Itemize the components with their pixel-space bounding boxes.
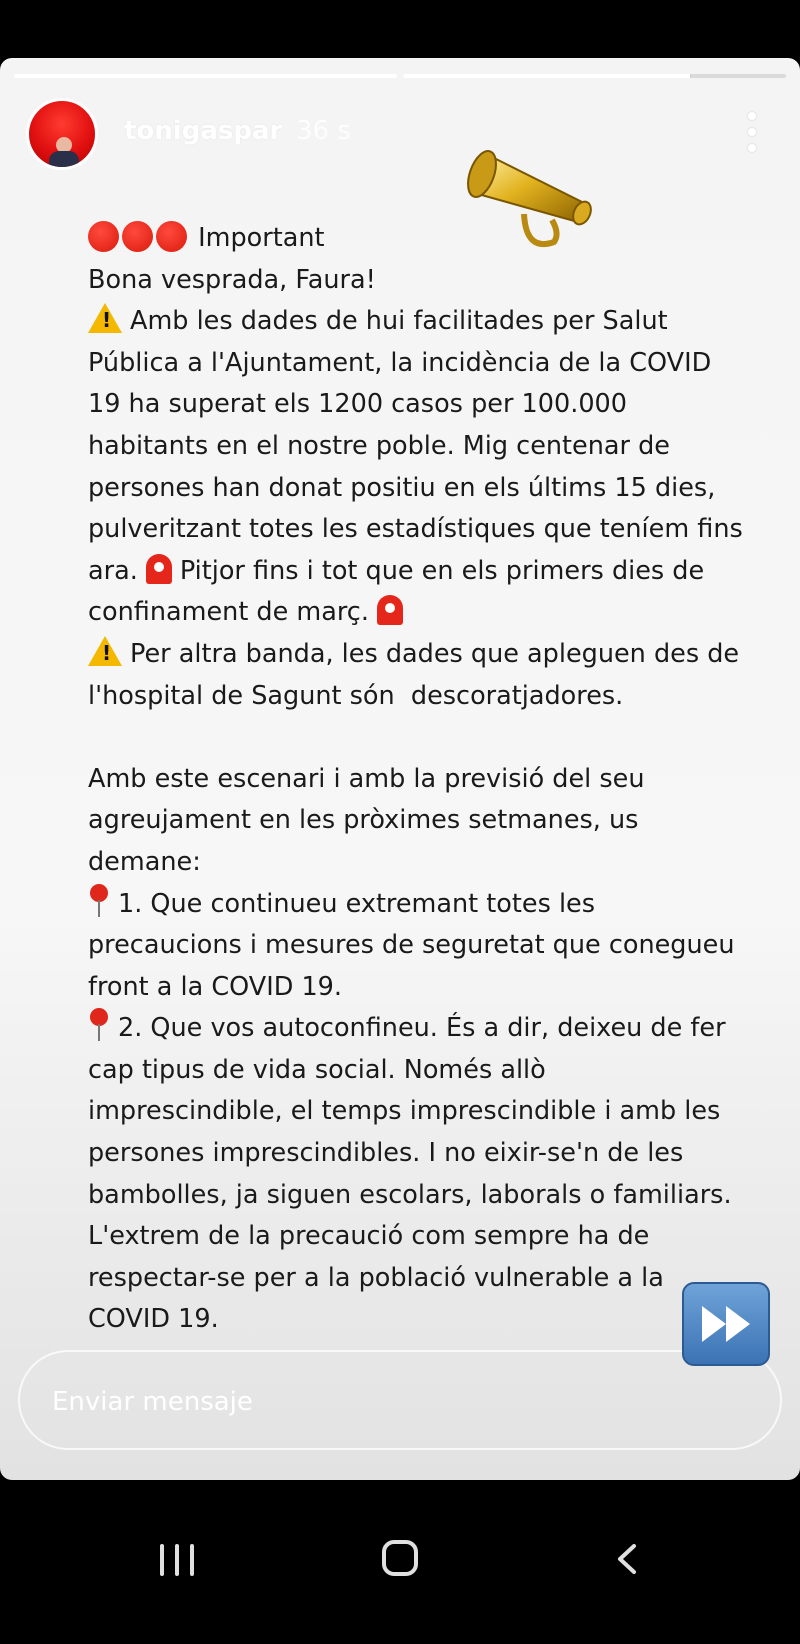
- list-item-1: 1. Que continueu extremant totes les precaucions i mesures de seguretat que conegueu front a la COVID 19.: [88, 884, 748, 1009]
- warning-icon: [88, 636, 122, 666]
- red-circle-icon: [122, 221, 153, 252]
- warning-icon: [88, 303, 122, 333]
- message-input[interactable]: [52, 1382, 612, 1422]
- system-nav-bar: [0, 1480, 800, 1644]
- spacer: [88, 717, 748, 759]
- progress-segment-1: [14, 74, 397, 78]
- police-light-icon: [146, 554, 172, 584]
- closing-paragraph: L'extrem de la precaució com sempre ha de respectar-se per a la població vulnerable a la COVID 19.: [88, 1221, 672, 1335]
- red-circle-icon: [88, 221, 119, 252]
- red-circle-icon: [156, 221, 187, 252]
- home-icon[interactable]: [382, 1540, 418, 1576]
- police-light-icon: [377, 595, 403, 625]
- paragraph-3: Amb este escenari i amb la previsió del seu agreujament en les pròximes setmanes, us demane:: [88, 763, 653, 877]
- paragraph-1: !Amb les dades de hui facilitades per Salut Pública a l'Ajuntament, la incidència de la COVID 19 ha superat els 1200 casos per 100.000 habitants en el nostre poble. Mig centenar de persones han donat positiu en els últims 15 dies, pulveritzant totes les estadístiques que teníem fins ara. Pitjor fins i tot que en els primers dies de confinament de març.: [88, 301, 748, 634]
- list-item-2: 2. Que vos autoconfineu. És a dir, deixeu de fer cap tipus de vida social. Només allò imprescindible, el temps imprescindible i amb les persones imprescindibles. I no eixir-se'n de les bambolles, ja siguen escolars, laborals o familiars.: [88, 1008, 748, 1216]
- username[interactable]: tonigaspar: [124, 116, 283, 146]
- avatar[interactable]: [26, 98, 98, 170]
- paragraph-2: !Per altra banda, les dades que apleguen des de l'hospital de Sagunt són descoratjadores.: [88, 634, 748, 717]
- round-pushpin-icon: [88, 884, 110, 918]
- progress-fill-1: [14, 74, 397, 78]
- story-header: [26, 98, 774, 170]
- progress-segment-2: [403, 74, 786, 78]
- fast-forward-icon[interactable]: [682, 1282, 770, 1366]
- heading-text: Important: [198, 223, 325, 253]
- back-icon[interactable]: [612, 1544, 642, 1574]
- round-pushpin-icon: [88, 1008, 110, 1042]
- progress-fill-2: [403, 74, 690, 78]
- story-text-content: [88, 218, 751, 1341]
- avatar-body: [49, 151, 79, 170]
- fast-forward-glyph: [696, 1302, 756, 1346]
- story-progress-bar: [14, 74, 786, 78]
- recent-apps-icon[interactable]: [160, 1544, 194, 1576]
- story-timestamp: 36 s: [296, 116, 351, 146]
- reply-bar[interactable]: [18, 1350, 782, 1450]
- more-vertical-icon[interactable]: [746, 112, 758, 152]
- story-viewer[interactable]: [0, 58, 800, 1480]
- greeting: Bona vesprada, Faura!: [88, 264, 376, 295]
- heading-line: [88, 218, 748, 260]
